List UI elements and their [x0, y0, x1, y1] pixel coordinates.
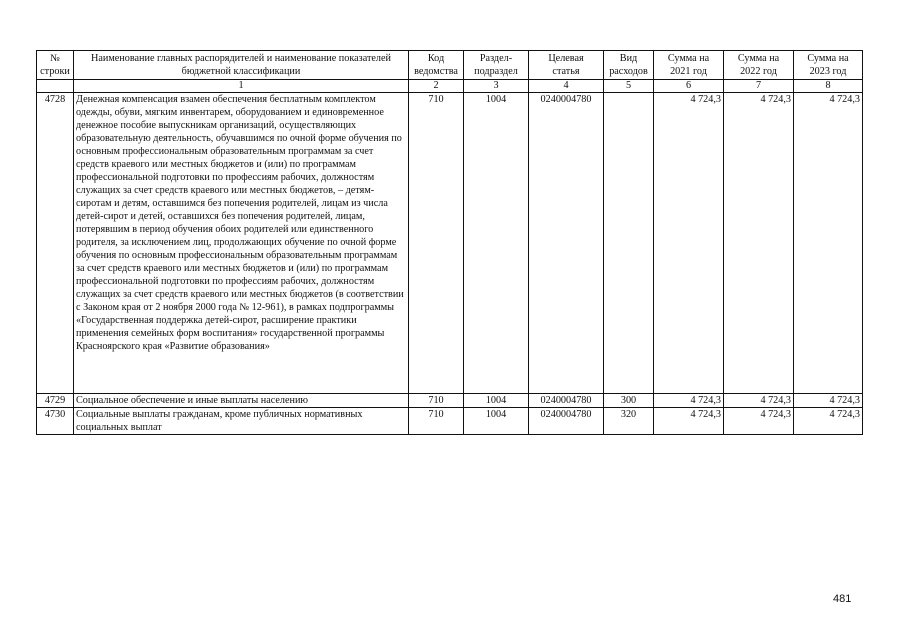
column-numbers-row — [37, 80, 863, 93]
row-dept-code: 710 — [409, 394, 464, 408]
row-dept-code: 710 — [409, 408, 464, 435]
row-name: Социальное обеспечение и иные выплаты населению — [74, 394, 409, 408]
row-name: Социальные выплаты гражданам, кроме публичных нормативных социальных выплат — [74, 408, 409, 435]
row-sum-2021: 4 724,3 — [654, 408, 724, 435]
row-number: 4730 — [37, 408, 74, 435]
row-sum-2021: 4 724,3 — [654, 93, 724, 394]
row-sum-2023: 4 724,3 — [794, 93, 863, 394]
header-target-article: Целевая статья — [529, 51, 604, 80]
row-sum-2023: 4 724,3 — [794, 408, 863, 435]
row-name: Денежная компенсация взамен обеспечения бесплатным комплектом одежды, обуви, мягким инвентарем, оборудованием и единовременное денежное пособие выпускникам организаций, осуществляющих образовательную деятельность, обучавшимся по очной форме обучения по основным профессиональным образовательным программам за счет средств краевого или местных бюджетов и (или) по программам профессиональной подготовки по профессиям рабочих, должностям служащих за счет средств краевого или местных бюджетов, – детям-сиротам и детям, оставшимся без попечения родителей, лицам из числа детей-сирот и детей, оставшихся без попечения родителей, лицам, потерявшим в период обучения обоих родителей или единственного родителя, за исключением лиц, продолжающих обучение по очной форме обучения по основным профессиональным образовательным программам за счет средств краевого или местных бюджетов и (или) по программам профессиональной подготовки по профессиям рабочих, должностям служащих за счет средств краевого или местных бюджетов (в соответствии с Законом края от 2 ноября 2000 года № 12-961), в рамках подпрограммы «Государственная поддержка детей-сирот, расширение практики применения семейных форм воспитания» государственной программы Красноярского края «Развитие образования» — [74, 93, 409, 394]
column-number: 4 — [529, 80, 604, 93]
column-number — [37, 80, 74, 93]
column-number: 7 — [724, 80, 794, 93]
row-target-article: 0240004780 — [529, 408, 604, 435]
row-dept-code: 710 — [409, 93, 464, 394]
column-number: 1 — [74, 80, 409, 93]
row-section: 1004 — [464, 408, 529, 435]
row-sum-2022: 4 724,3 — [724, 394, 794, 408]
row-number: 4728 — [37, 93, 74, 394]
column-number: 3 — [464, 80, 529, 93]
column-number: 2 — [409, 80, 464, 93]
row-expense-type — [604, 93, 654, 394]
header-sum-2022: Сумма на 2022 год — [724, 51, 794, 80]
header-sum-2021: Сумма на 2021 год — [654, 51, 724, 80]
row-expense-type: 320 — [604, 408, 654, 435]
column-number: 6 — [654, 80, 724, 93]
row-number: 4729 — [37, 394, 74, 408]
row-sum-2021: 4 724,3 — [654, 394, 724, 408]
header-row-number: № строки — [37, 51, 74, 80]
header-section: Раздел- подраздел — [464, 51, 529, 80]
table-row — [37, 394, 863, 408]
header-dept-code: Код ведомства — [409, 51, 464, 80]
page-number: 481 — [833, 593, 852, 605]
row-target-article: 0240004780 — [529, 93, 604, 394]
table-row — [37, 93, 863, 394]
header-sum-2023: Сумма на 2023 год — [794, 51, 863, 80]
header-name: Наименование главных распорядителей и наименование показателей бюджетной классификации — [74, 51, 409, 80]
row-section: 1004 — [464, 394, 529, 408]
row-sum-2022: 4 724,3 — [724, 408, 794, 435]
header-expense-type: Вид расходов — [604, 51, 654, 80]
header-row — [37, 51, 863, 80]
column-number: 5 — [604, 80, 654, 93]
row-target-article: 0240004780 — [529, 394, 604, 408]
column-number: 8 — [794, 80, 863, 93]
row-expense-type: 300 — [604, 394, 654, 408]
row-section: 1004 — [464, 93, 529, 394]
row-sum-2023: 4 724,3 — [794, 394, 863, 408]
budget-table — [36, 50, 863, 435]
row-sum-2022: 4 724,3 — [724, 93, 794, 394]
table-row — [37, 408, 863, 435]
